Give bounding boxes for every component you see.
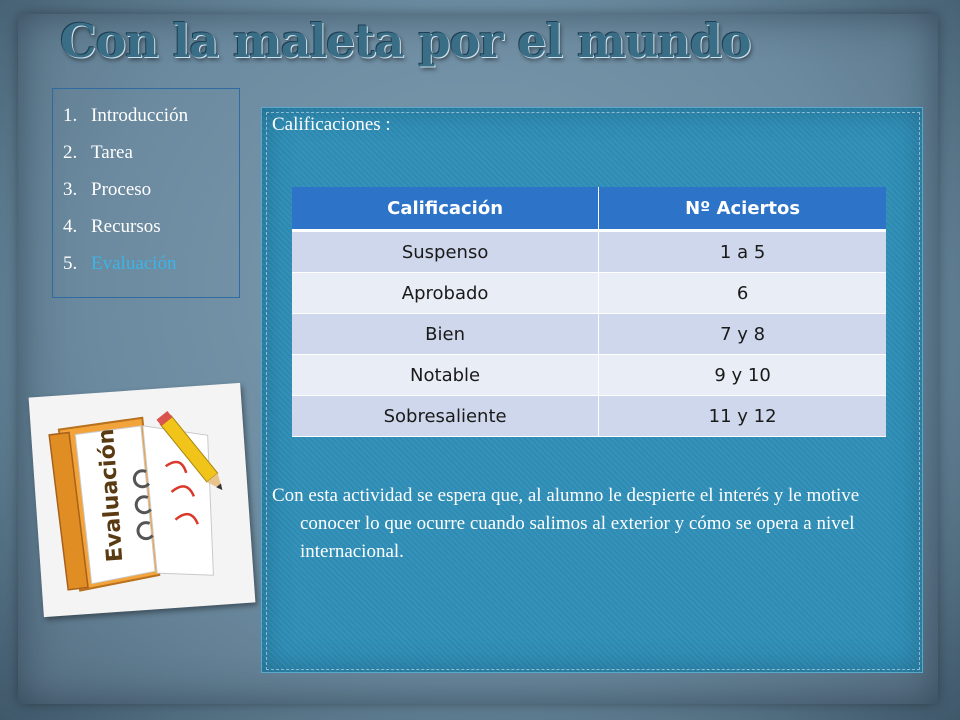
evaluation-description: Con esta actividad se espera que, al alumno le despierte el interés y le motive conocer lo que ocurre cuando salimos al exterior y cómo se opera a nivel internacional.	[272, 485, 860, 562]
nav-item-tarea[interactable]	[63, 134, 239, 171]
hits-cell: 9 y 10	[599, 355, 886, 396]
page-title: Con la maleta por el mundo	[60, 14, 751, 68]
nav-item-introduccion[interactable]	[63, 97, 239, 134]
table-row	[292, 396, 886, 437]
grade-cell: Notable	[292, 355, 599, 396]
table-row	[292, 355, 886, 396]
table-row	[292, 273, 886, 314]
nav-item-label: Proceso	[91, 178, 152, 200]
nav-item-number: 1.	[63, 104, 78, 126]
table-row	[292, 314, 886, 355]
hits-cell: 7 y 8	[599, 314, 886, 355]
grades-table	[292, 187, 886, 437]
grade-cell: Sobresaliente	[292, 396, 599, 437]
column-header-grade: Calificación	[292, 187, 599, 231]
table-header-row	[292, 187, 886, 231]
nav-item-label: Introducción	[91, 104, 189, 126]
grade-cell: Bien	[292, 314, 599, 355]
evaluation-folder-icon	[29, 383, 256, 617]
nav-item-number: 4.	[63, 215, 78, 237]
hits-cell: 6	[599, 273, 886, 314]
grade-cell: Suspenso	[292, 231, 599, 273]
hits-cell: 11 y 12	[599, 396, 886, 437]
grades-heading: Calificaciones :	[272, 114, 391, 135]
nav-item-number: 2.	[63, 141, 78, 163]
nav-item-recursos[interactable]	[63, 208, 239, 245]
illustration-label: Evaluación	[93, 427, 129, 563]
nav-item-label: Evaluación	[91, 252, 177, 274]
section-nav	[52, 88, 240, 298]
grade-cell: Aprobado	[292, 273, 599, 314]
nav-item-number: 3.	[63, 178, 78, 200]
nav-item-proceso[interactable]	[63, 171, 239, 208]
column-header-hits: Nº Aciertos	[599, 187, 886, 231]
nav-item-number: 5.	[63, 252, 78, 274]
evaluation-illustration	[29, 383, 256, 617]
hits-cell: 1 a 5	[599, 231, 886, 273]
nav-item-label: Tarea	[91, 141, 133, 163]
table-row	[292, 231, 886, 273]
nav-item-label: Recursos	[91, 215, 161, 237]
nav-item-evaluacion[interactable]	[63, 245, 239, 282]
